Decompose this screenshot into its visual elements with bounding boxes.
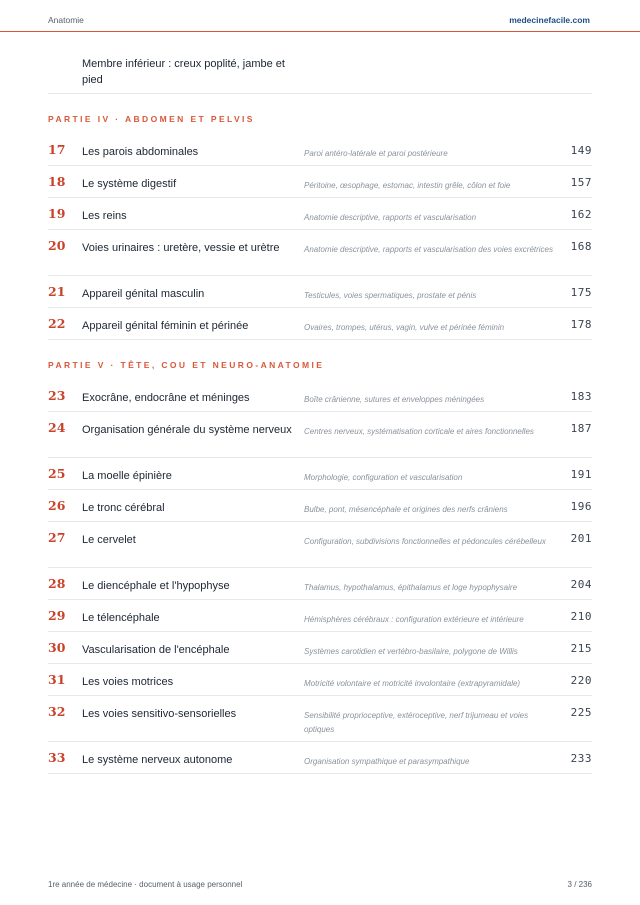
toc-entry[interactable]: [48, 380, 592, 412]
entry-title: Appareil génital féminin et périnée: [82, 320, 249, 332]
entry-page-number: 220: [570, 674, 592, 687]
toc-entry[interactable]: [48, 458, 592, 490]
entry-description: Péritoine, œsophage, estomac, intestin grêle, côlon et foie: [304, 181, 511, 190]
entry-page-number: 233: [570, 752, 592, 765]
entry-page-number: 187: [570, 422, 592, 435]
entry-page-number: 215: [570, 642, 592, 655]
entry-title: La moelle épinière: [82, 470, 172, 482]
entry-title: Les voies motrices: [82, 676, 174, 688]
entry-title: Les parois abdominales: [82, 146, 199, 158]
chapter-number: 31: [48, 672, 66, 687]
entry-description: Sensibilité proprioceptive, extéroceptive, nerf trijumeau et voies optiques: [304, 711, 529, 734]
entry-title: Le tronc cérébral: [82, 502, 165, 514]
site-name[interactable]: medecinefacile.com: [509, 15, 590, 25]
chapter-number: 20: [48, 238, 66, 253]
toc-entry[interactable]: [48, 166, 592, 198]
entry-page-number: 162: [570, 208, 592, 221]
entry-description: Configuration, subdivisions fonctionnelles et pédoncules cérébelleux: [304, 537, 546, 546]
entry-title: Membre inférieur : creux poplité, jambe et pied: [82, 58, 285, 86]
toc-entry[interactable]: [48, 742, 592, 774]
chapter-number: 33: [48, 750, 66, 765]
entry-description: Ovaires, trompes, utérus, vagin, vulve et périnée féminin: [304, 323, 505, 332]
entry-title: Les reins: [82, 210, 127, 222]
entry-description: Motricité volontaire et motricité involontaire (extrapyramidale): [304, 679, 521, 688]
entry-title: Le télencéphale: [82, 612, 160, 624]
toc-entry[interactable]: [48, 134, 592, 166]
page-header: [0, 0, 640, 32]
entry-title: Vascularisation de l'encéphale: [82, 644, 230, 656]
entry-page-number: 168: [570, 240, 592, 253]
toc-entry[interactable]: [48, 696, 592, 742]
entry-page-number: 149: [570, 144, 592, 157]
part-heading-label: PARTIE V · TÊTE, COU ET NEURO-ANATOMIE: [48, 360, 325, 370]
entry-description: Hémisphères cérébraux : configuration extérieure et intérieure: [304, 615, 524, 624]
toc-entry[interactable]: [48, 632, 592, 664]
chapter-number: 19: [48, 206, 66, 221]
entry-title: Organisation générale du système nerveux: [82, 424, 292, 436]
entry-title: Le système digestif: [82, 178, 177, 190]
table-of-contents: [48, 48, 592, 774]
entry-page-number: 225: [570, 706, 592, 719]
part-heading-label: PARTIE IV · ABDOMEN ET PELVIS: [48, 114, 255, 124]
toc-entry[interactable]: [48, 522, 592, 568]
entry-title: Exocrâne, endocrâne et méninges: [82, 392, 250, 404]
entry-description: Organisation sympathique et parasympathique: [304, 757, 470, 766]
entry-title: Le diencéphale et l'hypophyse: [82, 580, 230, 592]
entry-page-number: 183: [570, 390, 592, 403]
toc-entry-continued[interactable]: [48, 48, 592, 94]
part-heading: [48, 94, 592, 134]
chapter-number: 23: [48, 388, 66, 403]
entry-page-number: 175: [570, 286, 592, 299]
entry-description: Boîte crânienne, sutures et enveloppes méningées: [304, 395, 485, 404]
entry-description: Paroi antéro-latérale et paroi postérieure: [304, 149, 448, 158]
toc-entry[interactable]: [48, 412, 592, 458]
document-title: Anatomie: [48, 15, 84, 25]
chapter-number: 24: [48, 420, 66, 435]
entry-page-number: 191: [570, 468, 592, 481]
footer-note: 1re année de médecine · document à usage personnel: [48, 880, 243, 889]
entry-description: Systèmes carotidien et vertébro-basilaire, polygone de Willis: [304, 647, 518, 656]
entry-description: Anatomie descriptive, rapports et vascularisation: [304, 213, 477, 222]
chapter-number: 28: [48, 576, 66, 591]
toc-entry[interactable]: [48, 490, 592, 522]
entry-page-number: 204: [570, 578, 592, 591]
part-heading: [48, 340, 592, 380]
toc-entry[interactable]: [48, 568, 592, 600]
chapter-number: 22: [48, 316, 66, 331]
entry-description: Centres nerveux, systématisation corticale et aires fonctionnelles: [304, 427, 534, 436]
entry-title: Appareil génital masculin: [82, 288, 205, 300]
entry-page-number: 210: [570, 610, 592, 623]
toc-entry[interactable]: [48, 664, 592, 696]
entry-description: Morphologie, configuration et vascularisation: [304, 473, 463, 482]
toc-parts: [48, 94, 592, 774]
entry-title: Voies urinaires : uretère, vessie et urètre: [82, 242, 280, 254]
toc-entry[interactable]: [48, 308, 592, 340]
toc-entry[interactable]: [48, 600, 592, 632]
entry-page-number: 196: [570, 500, 592, 513]
page-number: 3 / 236: [567, 880, 592, 889]
entry-description: Thalamus, hypothalamus, épithalamus et loge hypophysaire: [304, 583, 518, 592]
chapter-number: 32: [48, 704, 66, 719]
chapter-number: 27: [48, 530, 66, 545]
entry-title: Les voies sensitivo-sensorielles: [82, 708, 237, 720]
entry-description: Testicules, voies spermatiques, prostate et pénis: [304, 291, 477, 300]
chapter-number: 30: [48, 640, 66, 655]
chapter-number: 18: [48, 174, 66, 189]
page-footer: [0, 878, 640, 898]
entry-title: Le système nerveux autonome: [82, 754, 233, 766]
chapter-number: 29: [48, 608, 66, 623]
entry-description: Bulbe, pont, mésencéphale et origines des nerfs crâniens: [304, 505, 508, 514]
chapter-number: 25: [48, 466, 66, 481]
toc-entry[interactable]: [48, 198, 592, 230]
chapter-number: 21: [48, 284, 66, 299]
chapter-number: 26: [48, 498, 66, 513]
toc-entry[interactable]: [48, 276, 592, 308]
entry-page-number: 157: [570, 176, 592, 189]
entry-page-number: 201: [570, 532, 592, 545]
entry-page-number: 178: [570, 318, 592, 331]
toc-entry[interactable]: [48, 230, 592, 276]
entry-title: Le cervelet: [82, 534, 136, 546]
chapter-number: 17: [48, 142, 66, 157]
entry-description: Anatomie descriptive, rapports et vascularisation des voies excrétrices: [304, 245, 553, 254]
